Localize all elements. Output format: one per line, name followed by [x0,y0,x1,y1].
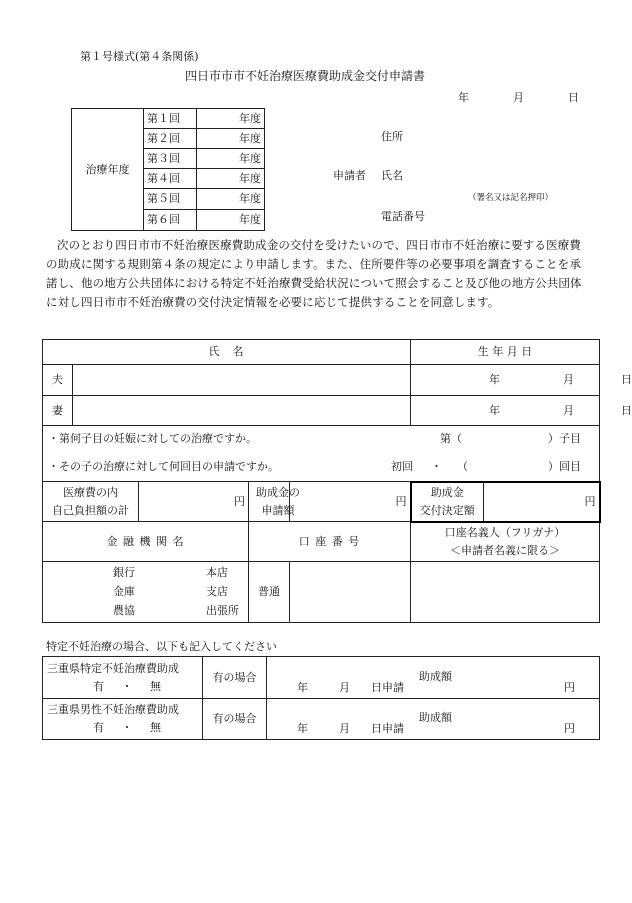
grant-request-amount-field[interactable] [290,482,411,522]
round-6-year[interactable]: 年度 [197,210,265,231]
account-holder-header [411,522,600,562]
specific-grant-2-yen: 円 [564,722,575,735]
round-3-year[interactable]: 年度 [197,149,265,169]
branch-type-branch: 支店 [206,585,228,598]
application-count-question-text: ・その子の治療に対して何回目の申請ですか。 [48,459,279,473]
declaration-text: 次のとおり四日市市不妊治療医療費助成金の交付を受けたいので、四日市市不妊治療に要する医療費の助成に関する規則第４条の規定により申請します。また、住所要件等の必要事項を調査することを承諾し、他の地方公共団体における特定不妊治療費受給状況について照会すること及び他の地方公共団体に対し四日市市不妊治療費の交付決定情報を必要に応じて提供することを同意します。 [46,238,582,309]
specific-grant-2-options[interactable] [43,719,202,737]
specific-grant-1-dot: ・ [121,679,133,693]
grant-decision-label [411,482,484,522]
specific-grant-1-options[interactable] [43,678,202,696]
specific-grant-2-applied: 日申請 [371,722,404,735]
specific-grant-1-has[interactable]: 有 [93,679,104,693]
specific-grant-2-details[interactable] [267,699,600,740]
husband-label: 夫 [43,365,73,396]
specific-grant-1-if-has: 有の場合 [203,657,267,699]
round-1-year[interactable]: 年度 [197,109,265,129]
form-number: 第１号様式(第４条関係) [80,50,199,63]
first-time-label: 初回 [391,459,413,473]
child-number-suffix: ）子目 [548,432,581,445]
round-2-label: 第２回 [144,129,197,149]
bank-type-shinkin: 金庫 [113,585,135,598]
date-month-label: 月 [513,91,524,104]
specific-grant-1-none[interactable]: 無 [150,679,161,693]
self-pay-yen: 円 [234,494,245,508]
specific-grant-2-amount-label: 助成額 [419,711,452,724]
specific-grant-2-year: 年 [297,722,308,735]
account-number-field[interactable] [290,562,411,623]
grant-decision-yen: 円 [584,494,596,508]
round-3-label: 第３回 [144,149,197,169]
child-number-prefix: 第（ [440,432,462,445]
round-5-year[interactable]: 年度 [197,189,265,210]
applicant-label: 申請者 [333,169,366,182]
specific-grant-2-title: 三重県男性不妊治療費助成 [47,703,179,716]
branch-type-office: 出張所 [206,604,239,617]
grant-decision-label-line-2: 交付決定額 [419,503,475,517]
child-number-question-text: ・第何子目の妊娠に対しての治療ですか。 [48,432,257,445]
specific-grant-2-if-has: 有の場合 [203,699,267,740]
application-count-question[interactable] [43,454,600,482]
account-holder-header-line-2: ＜申請者名義に限る＞ [450,543,561,557]
bank-name-field[interactable] [43,562,249,623]
self-pay-label-line-2: 自己負担額の計 [52,503,129,517]
grant-request-label-line-2: 申請額 [261,503,295,517]
specific-grant-2-dot: ・ [121,721,133,734]
name-label: 氏名 [381,169,403,182]
treatment-year-table [71,108,265,231]
husband-birthdate-field[interactable] [411,365,632,396]
specific-grant-row-2-name [43,699,203,740]
branch-type-main: 本店 [206,566,228,579]
application-count-separator: ・ [431,459,442,473]
self-pay-label [43,482,139,522]
signature-note: （署名又は記名押印） [468,193,554,203]
husband-name-field[interactable] [73,365,411,396]
name-column-header: 氏 名 [43,340,411,365]
specific-grant-1-month: 月 [339,681,350,694]
bank-type-bank: 銀行 [113,566,135,579]
address-label: 住所 [381,130,403,143]
specific-grant-1-amount-label: 助成額 [419,670,452,683]
bank-type-agri: 農協 [113,604,135,617]
application-count-paren: （ [457,459,468,473]
grant-request-label-line-1: 助成金の [256,485,300,499]
grant-request-label [249,482,300,522]
round-2-year[interactable]: 年度 [197,129,265,149]
round-6-label: 第６回 [144,210,197,231]
account-holder-field[interactable] [411,562,600,623]
specific-grant-1-title: 三重県特定不妊治療費助成 [47,661,179,675]
round-4-label: 第４回 [144,169,197,189]
specific-grant-1-year: 年 [297,681,308,694]
account-holder-header-line-1: 口座名義人（フリガナ） [444,525,566,539]
round-1-label: 第１回 [144,109,197,129]
date-year-label: 年 [458,91,469,104]
specific-grant-row-1-name [43,657,203,699]
account-type-ordinary[interactable]: 普通 [249,562,290,623]
self-pay-label-line-1: 医療費の内 [63,485,118,499]
wife-name-field[interactable] [73,396,411,426]
self-pay-amount-field[interactable] [139,482,249,522]
husband-birth-day: 日 [621,373,632,386]
round-4-year[interactable]: 年度 [197,169,265,189]
wife-birth-day: 日 [621,403,632,417]
specific-grant-1-details[interactable] [267,657,600,699]
specific-grant-2-none[interactable]: 無 [150,721,161,734]
phone-label: 電話番号 [381,210,425,223]
page-title: 四日市市市不妊治療医療費助成金交付申請書 [185,69,426,83]
bank-name-header: 金 融 機 関 名 [43,522,249,562]
wife-birth-month: 月 [563,403,575,417]
round-5-label: 第５回 [144,189,197,210]
wife-birth-year: 年 [489,403,501,417]
applicant-info-table [42,339,632,623]
date-day-label: 日 [568,91,579,104]
grant-request-yen: 円 [395,494,407,508]
birthdate-column-header: 生 年 月 日 [411,340,600,365]
specific-grant-1-yen: 円 [564,681,575,694]
application-count-suffix: ）回目 [548,459,581,473]
specific-grant-2-has[interactable]: 有 [93,721,104,734]
account-number-header: 口 座 番 号 [249,522,411,562]
specific-grant-2-month: 月 [339,722,350,735]
grant-decision-amount-field[interactable] [484,482,600,522]
specific-grant-1-applied: 日申請 [371,681,404,694]
grant-decision-label-line-1: 助成金 [430,485,464,499]
husband-birth-year: 年 [489,373,501,386]
wife-birthdate-field[interactable] [411,396,632,426]
wife-label: 妻 [43,396,73,426]
child-number-question[interactable] [43,426,600,454]
husband-birth-month: 月 [563,373,575,386]
prefecture-grant-table [42,656,600,740]
treatment-year-label: 治療年度 [72,109,144,231]
specific-section-intro: 特定不妊治療の場合、以下も記入してください [46,640,277,653]
